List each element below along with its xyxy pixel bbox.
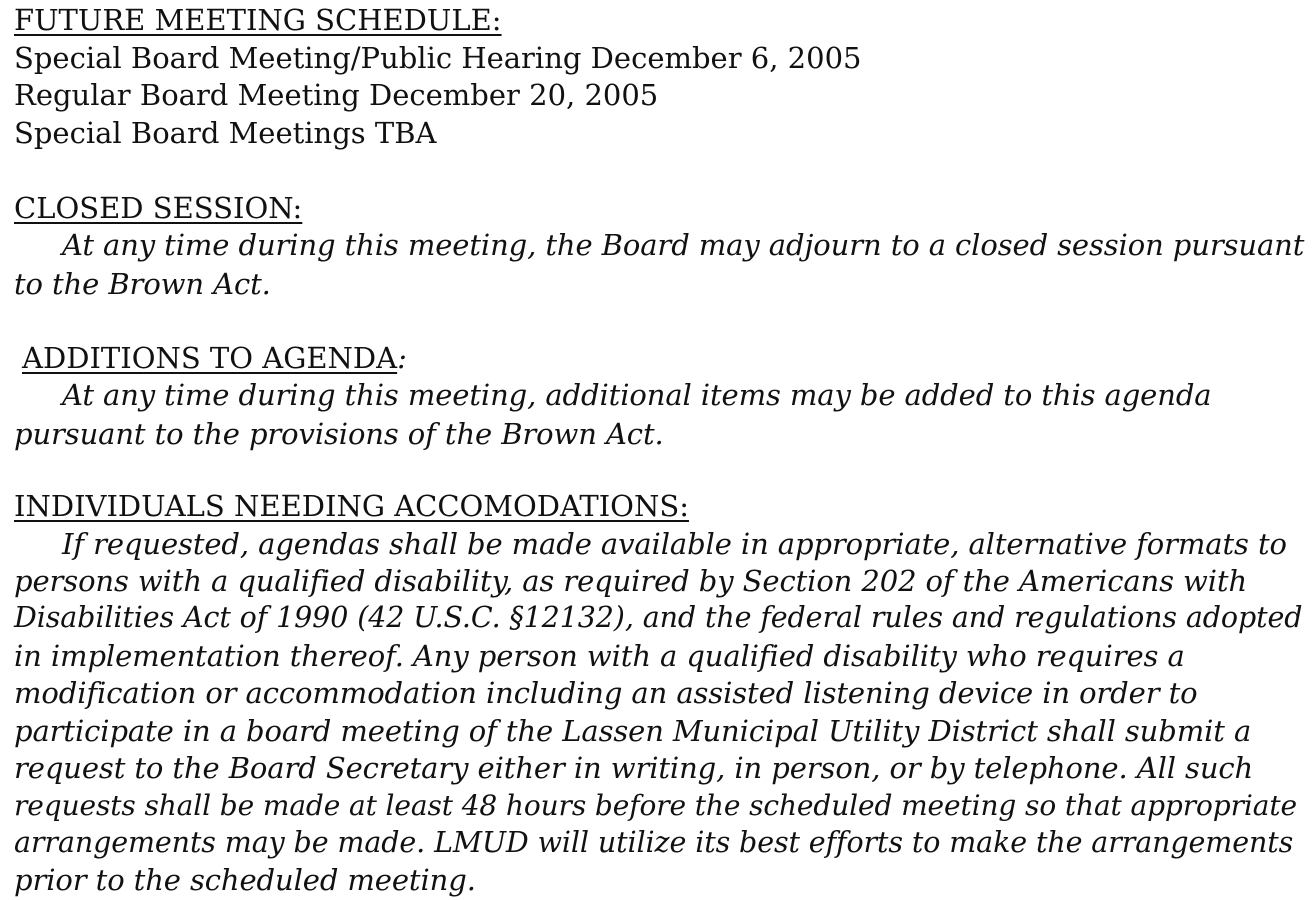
accommodations-line: requests shall be made at least 48 hours before the scheduled meeting so that appropriate: [14, 789, 1297, 822]
accommodations-line: request to the Board Secretary either in writing, in person, or by telephone. All such: [14, 751, 1254, 785]
accommodations-heading: INDIVIDUALS NEEDING ACCOMODATIONS:: [14, 489, 689, 523]
accommodations-line: If requested, agendas shall be made available in appropriate, alternative formats to: [62, 527, 1287, 561]
schedule-item: Regular Board Meeting December 20, 2005: [14, 78, 659, 112]
accommodations-line: participate in a board meeting of the Lassen Municipal Utility District shall submit a: [14, 714, 1252, 748]
closed-session-line: to the Brown Act.: [14, 267, 271, 301]
closed-session-line: At any time during this meeting, the Board may adjourn to a closed session pursuant: [62, 228, 1305, 262]
schedule-item: Special Board Meetings TBA: [14, 116, 437, 150]
additions-line: At any time during this meeting, additional items may be added to this agenda: [62, 378, 1212, 412]
schedule-item: Special Board Meeting/Public Hearing December 6, 2005: [14, 41, 862, 75]
accommodations-line: arrangements may be made. LMUD will utilize its best efforts to make the arrangements: [14, 826, 1294, 859]
additions-heading: ADDITIONS TO AGENDA: [22, 341, 398, 375]
additions-heading-row: [22, 340, 407, 376]
accommodations-line: Disabilities Act of 1990 (42 U.S.C. §12132), and the federal rules and regulations adopted: [14, 601, 1303, 634]
additions-line: pursuant to the provisions of the Brown Act.: [14, 417, 664, 451]
accommodations-line: persons with a qualified disability, as required by Section 202 of the Americans with: [14, 564, 1248, 598]
accommodations-line: modification or accommodation including an assisted listening device in order to: [14, 676, 1198, 710]
accommodations-line: prior to the scheduled meeting.: [14, 863, 476, 897]
additions-heading-colon: :: [397, 341, 407, 375]
closed-session-heading: CLOSED SESSION:: [14, 191, 303, 225]
schedule-heading: FUTURE MEETING SCHEDULE:: [14, 3, 502, 37]
accommodations-line: in implementation thereof. Any person with a qualified disability who requires a: [14, 639, 1185, 673]
